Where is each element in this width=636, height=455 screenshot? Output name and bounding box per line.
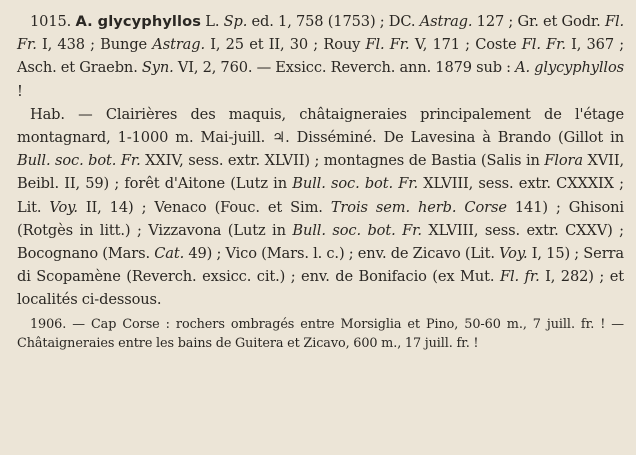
species-name: A. glycyphyllos	[75, 13, 202, 30]
ref-italic-run: Fl. Fr.	[365, 36, 410, 54]
habitat-italic-run: Bull. soc. bot. Fr.	[292, 221, 422, 239]
ref-italic-run: Astrag.	[419, 13, 473, 30]
habitat-italic-run: Bull. soc. bot. Fr.	[292, 175, 418, 193]
ref-italic-run: Fl. Fr.	[521, 36, 566, 54]
collection-note: 1906. — Cap Corse : rochers ombragés entre Morsiglia et Pino, 50-60 m., 7 juill. fr. ! — Châtaigneraies entre les bains de Guitera et Zicavo, 600 m., 17 juill. fr. !	[17, 316, 624, 352]
ref-italic-run: A. glycyphyllos	[515, 59, 624, 77]
ref-text-run: VI, 2, 760. — Exsicc. Reverch. ann. 1879 sub :	[173, 59, 516, 77]
ref-italic-run: Syn.	[141, 59, 174, 77]
habitat-text-run: 49) ; Vico (Mars. l. c.) ; env. de Zicavo (Lit.	[184, 245, 500, 263]
habitat-text-run: XXIV, sess. extr. XLVII) ; montagnes de Bastia (Salis in	[140, 152, 545, 170]
habitat-text-run: I, 282) ; et localités ci-dessous.	[17, 268, 624, 309]
habitat-italic-run: Trois sem. herb. Corse	[330, 198, 507, 216]
habitat-paragraph	[17, 103, 624, 312]
ref-italic-run: Astrag.	[152, 36, 206, 54]
ref-text-run: V, 171 ; Coste	[409, 36, 522, 54]
habitat-italic-run: Voy.	[49, 198, 78, 216]
habitat-text-run: Hab. — Clairières des maquis, châtaigneraies principalement de l'étage montagnard, 1-1000 m. Mai-juill. ♃. Disséminé. De Lavesina à Brando (Gillot in	[17, 105, 624, 147]
habitat-text-run: XVII, Beibl. II, 59) ; forêt d'Aitone (Lutz in	[17, 152, 624, 193]
entry-number: 1015.	[30, 13, 72, 30]
habitat-text-run: XLVIII, sess. extr. CXXXIX ; Lit.	[17, 175, 624, 216]
habitat-italic-run: Cat.	[154, 245, 185, 263]
habitat-italic-run: Bull. soc. bot. Fr.	[17, 152, 141, 170]
habitat-italic-run: Voy.	[499, 245, 528, 263]
ref-italic-run: Fl. Fr.	[17, 13, 625, 54]
ref-text-run: I, 438 ; Bunge	[36, 36, 153, 54]
species-entry	[17, 10, 624, 103]
habitat-text-run: I, 15) ; Serra di Scopamène (Reverch. exsicc. cit.) ; env. de Bonifacio (ex Mut.	[17, 245, 624, 286]
habitat-italic-run: Fl. fr.	[499, 268, 540, 286]
ref-text-run: 127 ; Gr. et Godr.	[472, 13, 605, 30]
ref-text-run: I, 25 et II, 30 ; Rouy	[205, 36, 366, 54]
habitat-text-run: II, 14) ; Venaco (Fouc. et Sim.	[77, 198, 331, 216]
ref-text-run: I, 367 ; Asch. et Graebn.	[17, 36, 625, 77]
habitat-italic-run: Flora	[544, 152, 583, 170]
ref-text-run: ed. 1, 758 (1753) ; DC.	[247, 13, 420, 30]
habitat-text-run: XLVIII, sess. extr. CXXV) ; Bocognano (Mars.	[17, 221, 624, 263]
habitat-text-run: 141) ; Ghisoni (Rotgès in litt.) ; Vizzavona (Lutz in	[17, 198, 624, 239]
ref-text-run: !	[17, 82, 23, 100]
ref-italic-run: Sp.	[223, 13, 248, 30]
species-authority: L.	[201, 13, 224, 30]
